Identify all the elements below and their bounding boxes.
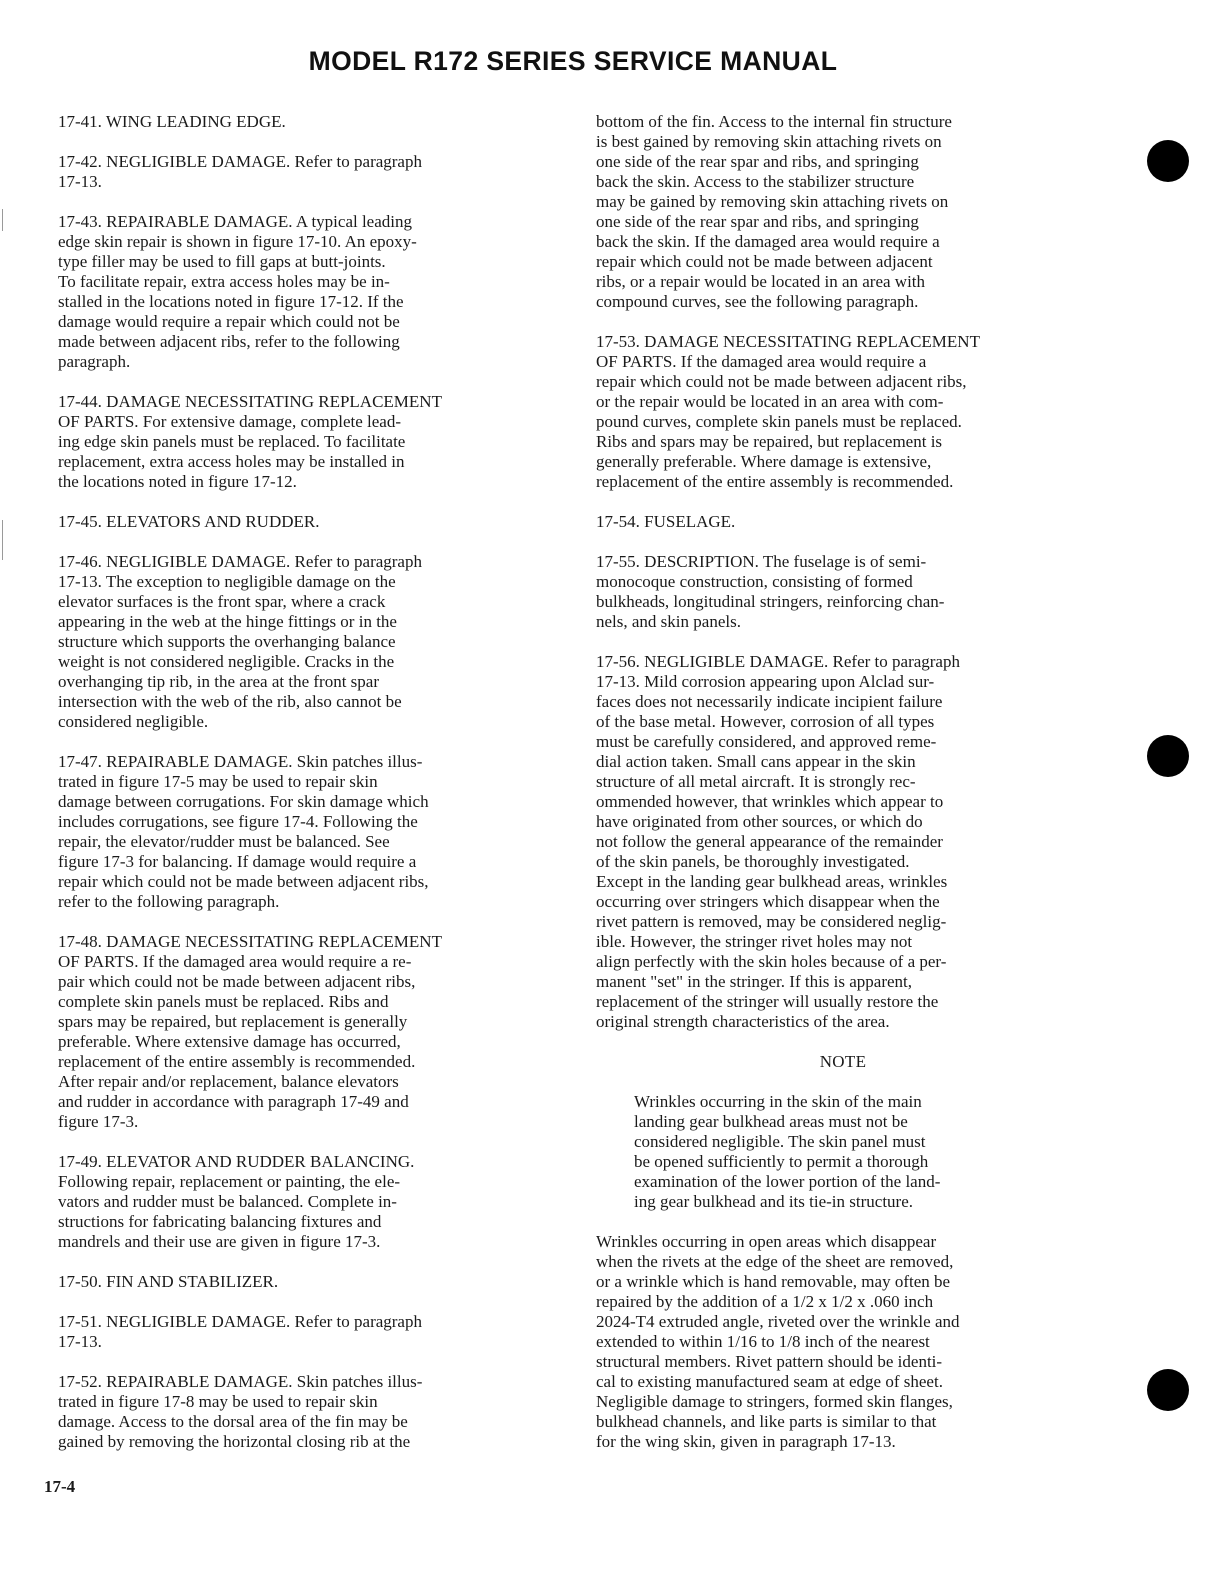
text-line: appearing in the web at the hinge fittings or in the: [58, 612, 397, 631]
text-line: 17-53. DAMAGE NECESSITATING REPLACEMENT: [596, 332, 980, 351]
text-line: extended to within 1/16 to 1/8 inch of the nearest: [596, 1332, 930, 1351]
text-line: not follow the general appearance of the remainder: [596, 832, 943, 851]
note-line: ing gear bulkhead and its tie-in structure.: [634, 1192, 913, 1211]
text-line: 17-49. ELEVATOR AND RUDDER BALANCING.: [58, 1152, 415, 1171]
text-line: rivet pattern is removed, may be considered neglig-: [596, 912, 947, 931]
note-line: Wrinkles occurring in the skin of the main: [634, 1092, 922, 1111]
text-line: compound curves, see the following paragraph.: [596, 292, 919, 311]
paragraph: [596, 652, 1090, 1032]
paragraph: [596, 552, 1090, 632]
right-column: [596, 112, 1090, 1472]
text-line: OF PARTS. If the damaged area would require a: [596, 352, 927, 371]
text-line: preferable. Where extensive damage has occurred,: [58, 1032, 401, 1051]
text-line: structions for fabricating balancing fixtures and: [58, 1212, 382, 1231]
text-line: 17-45. ELEVATORS AND RUDDER.: [58, 512, 320, 531]
text-line: one side of the rear spar and ribs, and springing: [596, 152, 919, 171]
text-line: 17-52. REPAIRABLE DAMAGE. Skin patches illus-: [58, 1372, 423, 1391]
paragraph: [58, 1272, 556, 1292]
text-line: generally preferable. Where damage is extensive,: [596, 452, 932, 471]
text-line: 17-42. NEGLIGIBLE DAMAGE. Refer to paragraph: [58, 152, 422, 171]
text-line: stalled in the locations noted in figure 17-12. If the: [58, 292, 404, 311]
text-line: 17-13. Mild corrosion appearing upon Alclad sur-: [596, 672, 935, 691]
text-line: To facilitate repair, extra access holes may be in-: [58, 272, 390, 291]
text-line: Negligible damage to stringers, formed skin flanges,: [596, 1392, 953, 1411]
text-line: complete skin panels must be replaced. Ribs and: [58, 992, 389, 1011]
paragraph: [596, 332, 1090, 492]
text-line: trated in figure 17-5 may be used to repair skin: [58, 772, 378, 791]
text-line: figure 17-3 for balancing. If damage would require a: [58, 852, 417, 871]
text-line: back the skin. If the damaged area would require a: [596, 232, 940, 251]
text-line: is best gained by removing skin attaching rivets on: [596, 132, 942, 151]
paragraph: [58, 212, 556, 372]
text-line: edge skin repair is shown in figure 17-10. An epoxy-: [58, 232, 417, 251]
text-line: OF PARTS. For extensive damage, complete lead-: [58, 412, 402, 431]
note-line: examination of the lower portion of the land-: [634, 1172, 941, 1191]
text-line: overhanging tip rib, in the area at the front spar: [58, 672, 379, 691]
text-line: damage would require a repair which could not be: [58, 312, 400, 331]
text-line: elevator surfaces is the front spar, where a crack: [58, 592, 386, 611]
text-line: type filler may be used to fill gaps at butt-joints.: [58, 252, 386, 271]
paragraph: [596, 512, 1090, 532]
text-line: replacement of the stringer will usually restore the: [596, 992, 939, 1011]
text-line: dial action taken. Small cans appear in the skin: [596, 752, 916, 771]
text-line: pound curves, complete skin panels must be replaced.: [596, 412, 962, 431]
paragraph: [58, 1372, 556, 1452]
text-line: gained by removing the horizontal closing rib at the: [58, 1432, 411, 1451]
text-line: 17-13.: [58, 172, 102, 191]
text-line: repair which could not be made between adjacent ribs,: [596, 372, 967, 391]
text-line: ommended however, that wrinkles which appear to: [596, 792, 944, 811]
text-line: repair, the elevator/rudder must be balanced. See: [58, 832, 390, 851]
text-line: have originated from other sources, or which do: [596, 812, 923, 831]
paragraph: [58, 392, 556, 492]
text-line: for the wing skin, given in paragraph 17-13.: [596, 1432, 896, 1451]
text-line: 17-55. DESCRIPTION. The fuselage is of semi-: [596, 552, 927, 571]
text-line: 17-13. The exception to negligible damage on the: [58, 572, 396, 591]
text-line: vators and rudder must be balanced. Complete in-: [58, 1192, 397, 1211]
text-line: of the base metal. However, corrosion of all types: [596, 712, 935, 731]
text-line: includes corrugations, see figure 17-4. Following the: [58, 812, 418, 831]
paragraph: [58, 1312, 556, 1352]
right-column-continuation: [596, 1232, 1090, 1452]
text-line: 17-46. NEGLIGIBLE DAMAGE. Refer to paragraph: [58, 552, 422, 571]
text-line: Following repair, replacement or painting, the ele-: [58, 1172, 401, 1191]
text-line: 17-47. REPAIRABLE DAMAGE. Skin patches illus-: [58, 752, 423, 771]
text-line: ible. However, the stringer rivet holes may not: [596, 932, 913, 951]
text-line: 17-41. WING LEADING EDGE.: [58, 112, 286, 131]
text-line: refer to the following paragraph.: [58, 892, 280, 911]
paragraph: [596, 1232, 1090, 1452]
text-line: or the repair would be located in an area with com-: [596, 392, 944, 411]
text-line: manent "set" in the stringer. If this is apparent,: [596, 972, 913, 991]
paragraph: [596, 112, 1090, 312]
binder-hole-icon: [1147, 735, 1189, 777]
text-line: of the skin panels, be thoroughly investigated.: [596, 852, 910, 871]
text-line: one side of the rear spar and ribs, and springing: [596, 212, 919, 231]
text-line: 17-54. FUSELAGE.: [596, 512, 736, 531]
text-line: figure 17-3.: [58, 1112, 139, 1131]
note-label: NOTE: [819, 1052, 867, 1071]
text-line: when the rivets at the edge of the sheet are removed,: [596, 1252, 954, 1271]
text-line: OF PARTS. If the damaged area would require a re-: [58, 952, 412, 971]
text-line: 17-48. DAMAGE NECESSITATING REPLACEMENT: [58, 932, 442, 951]
text-line: structure which supports the overhanging balance: [58, 632, 396, 651]
text-line: 2024-T4 extruded angle, riveted over the wrinkle and: [596, 1312, 960, 1331]
note-line: landing gear bulkhead areas must not be: [634, 1112, 908, 1131]
text-line: damage. Access to the dorsal area of the fin may be: [58, 1412, 408, 1431]
text-line: Except in the landing gear bulkhead areas, wrinkles: [596, 872, 948, 891]
note-line: considered negligible. The skin panel must: [634, 1132, 926, 1151]
text-line: 17-50. FIN AND STABILIZER.: [58, 1272, 279, 1291]
text-line: Wrinkles occurring in open areas which disappear: [596, 1232, 937, 1251]
paragraph: [58, 152, 556, 192]
text-line: ing edge skin panels must be replaced. To facilitate: [58, 432, 406, 451]
text-line: paragraph.: [58, 352, 131, 371]
text-line: trated in figure 17-8 may be used to repair skin: [58, 1392, 378, 1411]
text-line: replacement of the entire assembly is recommended.: [58, 1052, 416, 1071]
text-line: structure of all metal aircraft. It is strongly rec-: [596, 772, 916, 791]
text-line: align perfectly with the skin holes because of a per-: [596, 952, 947, 971]
text-line: considered negligible.: [58, 712, 209, 731]
text-line: nels, and skin panels.: [596, 612, 741, 631]
text-line: bulkhead channels, and like parts is similar to that: [596, 1412, 937, 1431]
paragraph: [58, 1152, 556, 1252]
text-line: After repair and/or replacement, balance elevators: [58, 1072, 399, 1091]
paragraph: [58, 112, 556, 132]
text-line: occurring over stringers which disappear when the: [596, 892, 940, 911]
scan-mark: [2, 520, 3, 560]
text-line: Ribs and spars may be repaired, but replacement is: [596, 432, 943, 451]
text-line: bottom of the fin. Access to the internal fin structure: [596, 112, 952, 131]
text-line: monocoque construction, consisting of formed: [596, 572, 913, 591]
note-block: [596, 1052, 1090, 1212]
text-line: repair which could not be made between adjacent: [596, 252, 933, 271]
text-line: cal to existing manufactured seam at edge of sheet.: [596, 1372, 943, 1391]
text-line: mandrels and their use are given in figure 17-3.: [58, 1232, 381, 1251]
text-line: may be gained by removing skin attaching rivets on: [596, 192, 949, 211]
paragraph: [58, 932, 556, 1132]
text-line: damage between corrugations. For skin damage which: [58, 792, 429, 811]
scan-mark: [2, 209, 3, 231]
text-line: 17-51. NEGLIGIBLE DAMAGE. Refer to paragraph: [58, 1312, 422, 1331]
text-line: made between adjacent ribs, refer to the following: [58, 332, 400, 351]
note-text: [634, 1092, 1090, 1212]
page-number: 17-4: [44, 1477, 76, 1496]
text-line: repaired by the addition of a 1/2 x 1/2 x .060 inch: [596, 1292, 934, 1311]
text-line: 17-43. REPAIRABLE DAMAGE. A typical leading: [58, 212, 412, 231]
text-line: or a wrinkle which is hand removable, may often be: [596, 1272, 951, 1291]
paragraph: [58, 552, 556, 732]
text-line: 17-13.: [58, 1332, 102, 1351]
binder-hole-icon: [1147, 1369, 1189, 1411]
page-title: MODEL R172 SERIES SERVICE MANUAL: [308, 46, 838, 76]
text-line: 17-44. DAMAGE NECESSITATING REPLACEMENT: [58, 392, 442, 411]
right-column-body: [596, 112, 1090, 1032]
text-line: must be carefully considered, and approved reme-: [596, 732, 937, 751]
text-line: and rudder in accordance with paragraph 17-49 and: [58, 1092, 409, 1111]
text-line: original strength characteristics of the area.: [596, 1012, 890, 1031]
text-line: faces does not necessarily indicate incipient failure: [596, 692, 943, 711]
text-line: spars may be repaired, but replacement is generally: [58, 1012, 408, 1031]
text-line: weight is not considered negligible. Cracks in the: [58, 652, 395, 671]
left-column: [58, 112, 556, 1472]
binder-hole-icon: [1147, 140, 1189, 182]
text-line: structural members. Rivet pattern should be identi-: [596, 1352, 943, 1371]
text-line: intersection with the web of the rib, also cannot be: [58, 692, 402, 711]
text-line: bulkheads, longitudinal stringers, reinforcing chan-: [596, 592, 945, 611]
text-line: back the skin. Access to the stabilizer structure: [596, 172, 915, 191]
text-line: replacement of the entire assembly is recommended.: [596, 472, 954, 491]
text-line: the locations noted in figure 17-12.: [58, 472, 297, 491]
text-line: ribs, or a repair would be located in an area with: [596, 272, 926, 291]
paragraph: [58, 512, 556, 532]
text-line: pair which could not be made between adjacent ribs,: [58, 972, 416, 991]
note-line: be opened sufficiently to permit a thorough: [634, 1152, 929, 1171]
text-line: 17-56. NEGLIGIBLE DAMAGE. Refer to paragraph: [596, 652, 960, 671]
text-line: replacement, extra access holes may be installed in: [58, 452, 405, 471]
paragraph: [58, 752, 556, 912]
text-line: repair which could not be made between adjacent ribs,: [58, 872, 429, 891]
